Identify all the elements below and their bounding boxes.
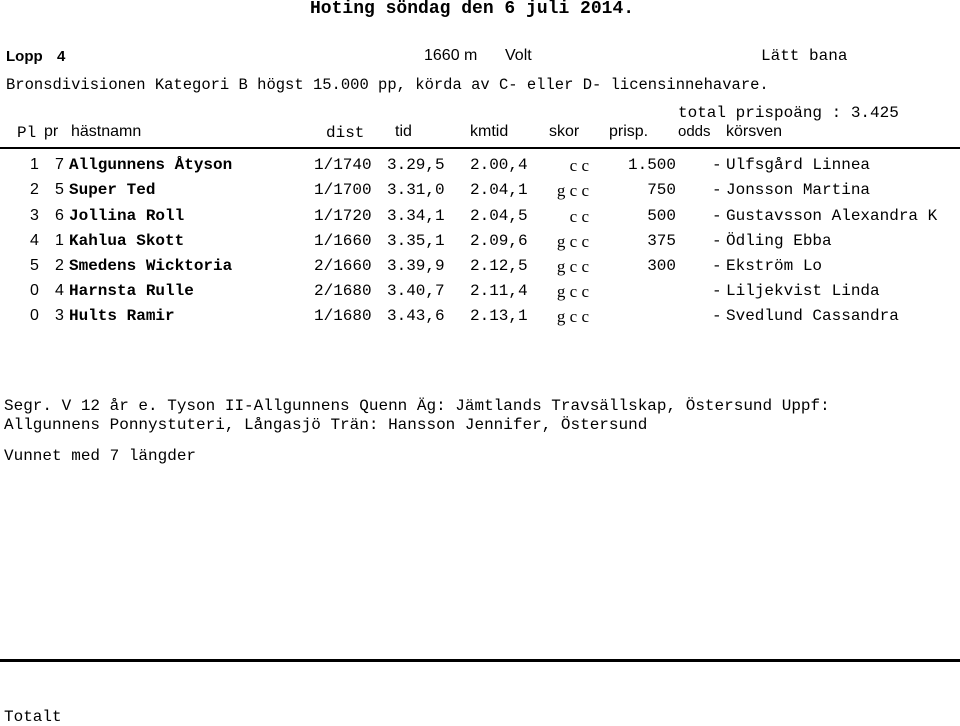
winner-info-line-1: Segr. V 12 år e. Tyson II-Allgunnens Quenn Äg: Jämtlands Travsällskap, Östersund Uppf: — [4, 397, 830, 415]
total-prize: total prispoäng : 3.425 — [678, 104, 899, 122]
cell-driver: Ödling Ebba — [726, 232, 832, 250]
cell-skor: g c c — [556, 232, 589, 251]
race-number: 4 — [57, 48, 66, 65]
cell-tid: 3.31,0 — [387, 181, 445, 199]
cell-driver: Svedlund Cassandra — [726, 307, 899, 325]
race-distance: 1660 m — [424, 47, 478, 64]
col-driver: körsven — [726, 123, 783, 140]
cell-horse: Kahlua Skott — [69, 232, 185, 250]
table-row — [0, 308, 960, 328]
cell-tid: 3.35,1 — [387, 232, 445, 250]
cell-pl: 4 — [30, 232, 39, 249]
winner-info-line-2: Allgunnens Ponnystuteri, Långasjö Trän: Hansson Jennifer, Östersund — [4, 416, 648, 434]
cell-dist: 1/1700 — [314, 181, 372, 199]
cell-pr: 6 — [55, 207, 64, 224]
col-skor: skor — [549, 123, 580, 140]
col-tid: tid — [395, 123, 412, 140]
race-conditions: Bronsdivisionen Kategori B högst 15.000 pp, körda av C- eller D- licensinnehavare. — [6, 76, 769, 94]
cell-dash: - — [712, 232, 722, 250]
cell-dash: - — [712, 307, 722, 325]
cell-dash: - — [712, 181, 722, 199]
cell-dist: 1/1660 — [314, 232, 372, 250]
table-row — [0, 208, 960, 228]
cell-dash: - — [712, 207, 722, 225]
cell-skor: c c — [569, 156, 589, 175]
cell-pl: 3 — [30, 207, 39, 224]
cell-horse: Jollina Roll — [69, 207, 185, 225]
table-row — [0, 233, 960, 253]
cell-horse: Allgunnens Åtyson — [69, 156, 233, 174]
cell-driver: Ekström Lo — [726, 257, 823, 275]
footer-divider — [0, 659, 960, 662]
cell-driver: Ulfsgård Linnea — [726, 156, 871, 174]
cell-pl: 2 — [30, 181, 39, 198]
cell-tid: 3.43,6 — [387, 307, 445, 325]
cell-pr: 7 — [55, 156, 64, 173]
cell-dist: 2/1660 — [314, 257, 372, 275]
cell-prize: 300 — [647, 257, 676, 275]
col-pl: Pl — [17, 124, 37, 142]
page-title: Hoting söndag den 6 juli 2014. — [310, 0, 635, 19]
cell-prize: 1.500 — [627, 156, 676, 174]
race-label: Lopp — [6, 48, 43, 65]
cell-horse: Harnsta Rulle — [69, 282, 194, 300]
cell-skor: g c c — [556, 181, 589, 200]
col-kmtid: kmtid — [470, 123, 509, 140]
cell-pr: 5 — [55, 181, 64, 198]
cell-pl: 0 — [30, 307, 39, 324]
cell-pr: 4 — [55, 282, 64, 299]
cell-horse: Smedens Wicktoria — [69, 257, 233, 275]
winning-margin: Vunnet med 7 längder — [4, 447, 197, 465]
cell-kmtid: 2.00,4 — [470, 156, 528, 174]
col-horse: hästnamn — [71, 123, 142, 140]
cell-pl: 0 — [30, 282, 39, 299]
col-dist: dist — [326, 124, 365, 142]
cell-dist: 2/1680 — [314, 282, 372, 300]
cell-skor: c c — [569, 207, 589, 226]
cell-tid: 3.29,5 — [387, 156, 445, 174]
cell-dash: - — [712, 257, 722, 275]
cell-skor: g c c — [556, 307, 589, 326]
cell-skor: g c c — [556, 282, 589, 301]
cell-pl: 1 — [30, 156, 39, 173]
cell-skor: g c c — [556, 257, 589, 276]
col-prize: prisp. — [609, 123, 649, 140]
cell-pr: 2 — [55, 257, 64, 274]
cell-horse: Hults Ramir — [69, 307, 175, 325]
cell-pr: 1 — [55, 232, 64, 249]
cell-kmtid: 2.09,6 — [470, 232, 528, 250]
cell-kmtid: 2.12,5 — [470, 257, 528, 275]
cell-prize: 375 — [647, 232, 676, 250]
cell-driver: Liljekvist Linda — [726, 282, 880, 300]
cell-kmtid: 2.11,4 — [470, 282, 528, 300]
col-pr: pr — [44, 123, 59, 140]
cell-kmtid: 2.04,5 — [470, 207, 528, 225]
cell-dash: - — [712, 156, 722, 174]
cell-tid: 3.40,7 — [387, 282, 445, 300]
cell-driver: Jonsson Martina — [726, 181, 871, 199]
cell-prize: 750 — [647, 181, 676, 199]
table-row — [0, 182, 960, 202]
table-row — [0, 283, 960, 303]
cell-dist: 1/1740 — [314, 156, 372, 174]
cell-kmtid: 2.13,1 — [470, 307, 528, 325]
start-method: Volt — [505, 47, 532, 64]
cell-driver: Gustavsson Alexandra K — [726, 207, 938, 225]
col-odds: odds — [678, 123, 711, 140]
header-divider — [0, 147, 960, 149]
cell-prize: 500 — [647, 207, 676, 225]
cell-tid: 3.34,1 — [387, 207, 445, 225]
cell-dist: 1/1680 — [314, 307, 372, 325]
table-row — [0, 258, 960, 278]
cell-dist: 1/1720 — [314, 207, 372, 225]
cell-pl: 5 — [30, 257, 39, 274]
cell-pr: 3 — [55, 307, 64, 324]
cell-dash: - — [712, 282, 722, 300]
table-row — [0, 157, 960, 177]
track-condition: Lätt bana — [761, 47, 848, 65]
total-label: Totalt — [4, 708, 62, 726]
cell-tid: 3.39,9 — [387, 257, 445, 275]
cell-horse: Super Ted — [69, 181, 156, 199]
cell-kmtid: 2.04,1 — [470, 181, 528, 199]
